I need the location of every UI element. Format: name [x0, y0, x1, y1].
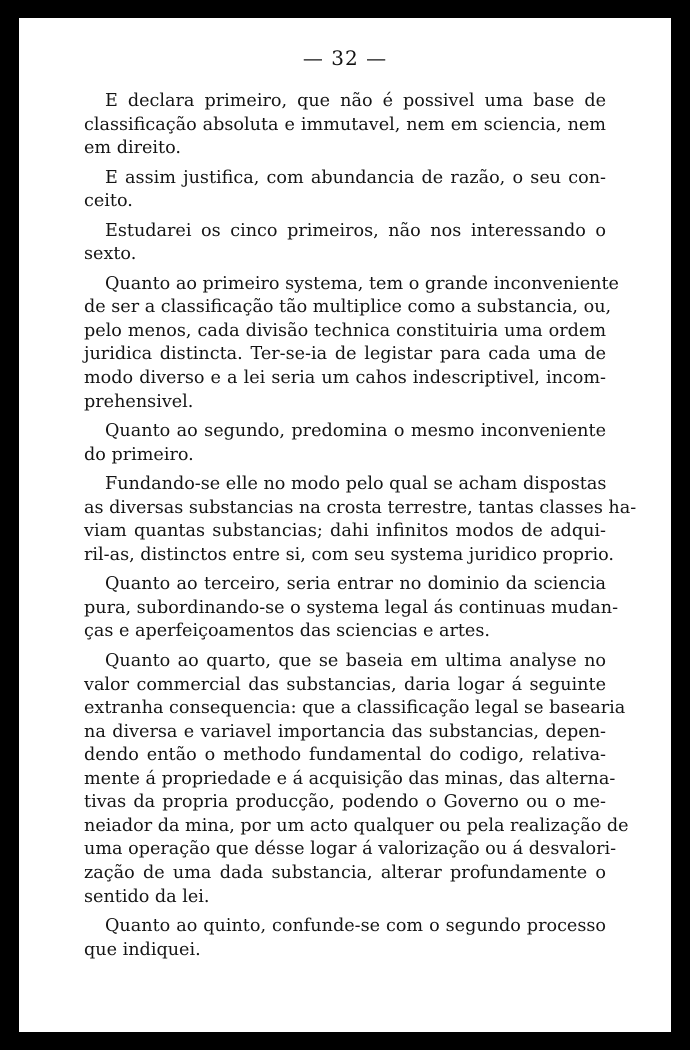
text-line: que indiquei. [84, 939, 201, 960]
text-line: sexto. [84, 244, 137, 265]
text-line: Quanto ao segundo, predomina o mesmo inconveniente [105, 421, 606, 442]
paragraph [84, 420, 606, 467]
paragraph [84, 650, 629, 909]
text-line: extranha consequencia: que a classificação legal se basearia [84, 698, 626, 719]
text-line: Quanto ao quarto, que se baseia em ultima analyse no [105, 651, 606, 672]
text-line: E declara primeiro, que não é possivel uma base de [105, 91, 606, 111]
paragraph [84, 915, 606, 962]
book-page [19, 18, 671, 1032]
text-line: do primeiro. [84, 444, 194, 465]
text-line: valor commercial das substancias, daria logar á seguinte [84, 674, 606, 695]
text-line: classificação absoluta e immutavel, nem em sciencia, nem [84, 114, 606, 135]
text-line: uma operação que désse logar á valorização ou á desvalori- [84, 839, 617, 860]
text-line: Quanto ao quinto, confunde-se com o segundo processo [105, 916, 606, 937]
text-line: neiador da mina, por um acto qualquer ou pela realização de [84, 815, 629, 836]
text-line: sentido da lei. [84, 886, 210, 907]
text-line: ceito. [84, 191, 133, 212]
text-line: ril-as, distinctos entre si, com seu systema juridico proprio. [84, 544, 614, 565]
paragraph [84, 473, 637, 567]
text-line: zação de uma dada substancia, alterar profundamente o [84, 862, 606, 883]
text-line: Quanto ao terceiro, seria entrar no dominio da sciencia [105, 574, 606, 595]
text-line: viam quantas substancias; dahi infinitos modos de adqui- [84, 521, 606, 542]
text-line: modo diverso e a lei seria um cahos indescriptivel, incom- [84, 368, 606, 389]
text-line: prehensivel. [84, 391, 194, 412]
page-number: — 32 — [302, 46, 388, 70]
text-line: E assim justifica, com abundancia de razão, o seu con- [105, 167, 606, 188]
body-text [84, 90, 637, 962]
text-line: pelo menos, cada divisão technica constituiria uma ordem [84, 320, 606, 341]
text-line: Estudarei os cinco primeiros, não nos interessando o [105, 220, 606, 241]
paragraph [84, 273, 619, 414]
paragraph [84, 220, 606, 267]
text-line: Fundando-se elle no modo pelo qual se acham dispostas [105, 474, 607, 495]
text-line: mente á propriedade e á acquisição das minas, das alterna- [84, 768, 616, 789]
paragraph [84, 90, 606, 161]
text-line: dendo então o methodo fundamental do codigo, relativa- [84, 745, 606, 766]
text-line: em direito. [84, 138, 181, 159]
paragraph [84, 167, 606, 214]
text-line: juridica distincta. Ter-se-ia de legistar para cada uma de [84, 344, 606, 365]
text-line: ças e aperfeiçoamentos das sciencias e artes. [84, 621, 490, 642]
text-line: Quanto ao primeiro systema, tem o grande inconveniente [105, 273, 619, 294]
paragraph [84, 573, 619, 644]
text-line: pura, subordinando-se o systema legal ás continuas mudan- [84, 597, 619, 618]
text-line: as diversas substancias na crosta terrestre, tantas classes ha- [84, 497, 637, 518]
text-line: de ser a classificação tão multiplice como a substancia, ou, [84, 297, 612, 318]
text-line: na diversa e variavel importancia das substancias, depen- [84, 721, 606, 742]
text-line: tivas da propria producção, podendo o Governo ou o me- [84, 792, 606, 813]
